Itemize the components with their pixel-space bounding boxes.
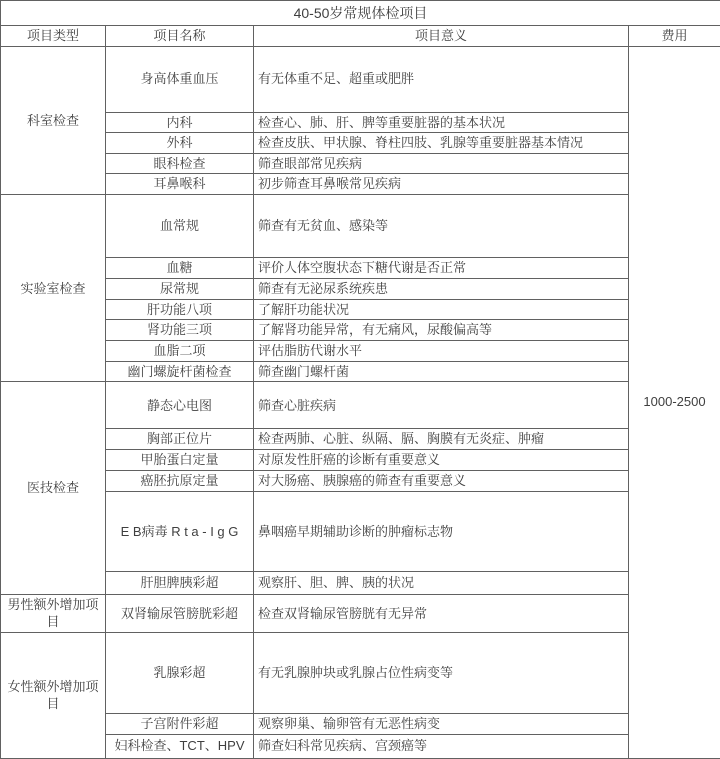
table-row — [1, 714, 720, 735]
item-name-cell: 尿常规 — [106, 278, 254, 299]
section-type-cell: 男性额外增加项目 — [1, 594, 106, 632]
item-name-cell: 血常规 — [106, 195, 254, 258]
table-row — [1, 734, 720, 758]
item-name-cell: 癌胚抗原定量 — [106, 470, 254, 491]
title-row — [1, 1, 720, 26]
section-type-cell: 科室检查 — [1, 46, 106, 195]
section-type-cell: 医技检查 — [1, 382, 106, 595]
table-row — [1, 382, 720, 429]
item-meaning-cell: 筛查妇科常见疾病、宫颈癌等 — [254, 734, 629, 758]
item-meaning-cell: 有无乳腺肿块或乳腺占位性病变等 — [254, 633, 629, 714]
table-row — [1, 258, 720, 279]
table-row — [1, 340, 720, 361]
section-type-cell: 女性额外增加项目 — [1, 633, 106, 759]
column-header-meaning: 项目意义 — [254, 26, 629, 47]
table-row — [1, 320, 720, 341]
table-row — [1, 491, 720, 571]
table-row — [1, 429, 720, 450]
item-name-cell: 乳腺彩超 — [106, 633, 254, 714]
item-meaning-cell: 对大肠癌、胰腺癌的筛查有重要意义 — [254, 470, 629, 491]
item-name-cell: 耳鼻喉科 — [106, 174, 254, 195]
header-row — [1, 26, 720, 47]
item-meaning-cell: 对原发性肝癌的诊断有重要意义 — [254, 449, 629, 470]
item-meaning-cell: 观察肝、胆、脾、胰的状况 — [254, 571, 629, 594]
table-row — [1, 571, 720, 594]
fee-cell: 1000-2500 — [629, 46, 720, 758]
page-title: 40-50岁常规体检项目 — [1, 1, 720, 26]
table-row — [1, 278, 720, 299]
table-row — [1, 174, 720, 195]
item-meaning-cell: 筛查有无贫血、感染等 — [254, 195, 629, 258]
item-name-cell: 肝胆脾胰彩超 — [106, 571, 254, 594]
item-meaning-cell: 了解肾功能异常，有无痛风，尿酸偏高等 — [254, 320, 629, 341]
item-meaning-cell: 筛查眼部常见疾病 — [254, 153, 629, 174]
item-meaning-cell: 筛查心脏疾病 — [254, 382, 629, 429]
item-meaning-cell: 检查心、肺、肝、脾等重要脏器的基本状况 — [254, 112, 629, 133]
item-meaning-cell: 评估脂肪代谢水平 — [254, 340, 629, 361]
item-name-cell: 身高体重血压 — [106, 46, 254, 112]
item-name-cell: 血糖 — [106, 258, 254, 279]
item-meaning-cell: 筛查有无泌尿系统疾患 — [254, 278, 629, 299]
column-header-fee: 费用 — [629, 26, 720, 47]
item-name-cell: 幽门螺旋杆菌检查 — [106, 361, 254, 382]
item-meaning-cell: 了解肝功能状况 — [254, 299, 629, 320]
table-row — [1, 449, 720, 470]
table-row — [1, 46, 720, 112]
table-row — [1, 594, 720, 632]
item-meaning-cell: 评价人体空腹状态下糖代谢是否正常 — [254, 258, 629, 279]
table-row — [1, 633, 720, 714]
item-name-cell: 妇科检查、TCT、HPV — [106, 734, 254, 758]
table-row — [1, 153, 720, 174]
table-row — [1, 195, 720, 258]
column-header-name: 项目名称 — [106, 26, 254, 47]
table-row — [1, 112, 720, 133]
item-name-cell: 静态心电图 — [106, 382, 254, 429]
item-name-cell: E B病毒 R t a - I g G — [106, 491, 254, 571]
item-name-cell: 肾功能三项 — [106, 320, 254, 341]
item-name-cell: 双肾输尿管膀胱彩超 — [106, 594, 254, 632]
item-meaning-cell: 检查双肾输尿管膀胱有无异常 — [254, 594, 629, 632]
section-type-cell: 实验室检查 — [1, 195, 106, 382]
item-name-cell: 血脂二项 — [106, 340, 254, 361]
item-meaning-cell: 筛查幽门螺杆菌 — [254, 361, 629, 382]
item-meaning-cell: 有无体重不足、超重或肥胖 — [254, 46, 629, 112]
table-row — [1, 361, 720, 382]
table-row — [1, 133, 720, 154]
item-meaning-cell: 初步筛查耳鼻喉常见疾病 — [254, 174, 629, 195]
item-name-cell: 子宫附件彩超 — [106, 714, 254, 735]
item-meaning-cell: 观察卵巢、输卵管有无恶性病变 — [254, 714, 629, 735]
item-name-cell: 外科 — [106, 133, 254, 154]
item-name-cell: 胸部正位片 — [106, 429, 254, 450]
item-meaning-cell: 鼻咽癌早期辅助诊断的肿瘤标志物 — [254, 491, 629, 571]
table-row — [1, 299, 720, 320]
item-name-cell: 眼科检查 — [106, 153, 254, 174]
item-name-cell: 内科 — [106, 112, 254, 133]
item-meaning-cell: 检查两肺、心脏、纵隔、膈、胸膜有无炎症、肿瘤 — [254, 429, 629, 450]
table-row — [1, 470, 720, 491]
item-name-cell: 甲胎蛋白定量 — [106, 449, 254, 470]
column-header-type: 项目类型 — [1, 26, 106, 47]
item-meaning-cell: 检查皮肤、甲状腺、脊柱四肢、乳腺等重要脏器基本情况 — [254, 133, 629, 154]
item-name-cell: 肝功能八项 — [106, 299, 254, 320]
